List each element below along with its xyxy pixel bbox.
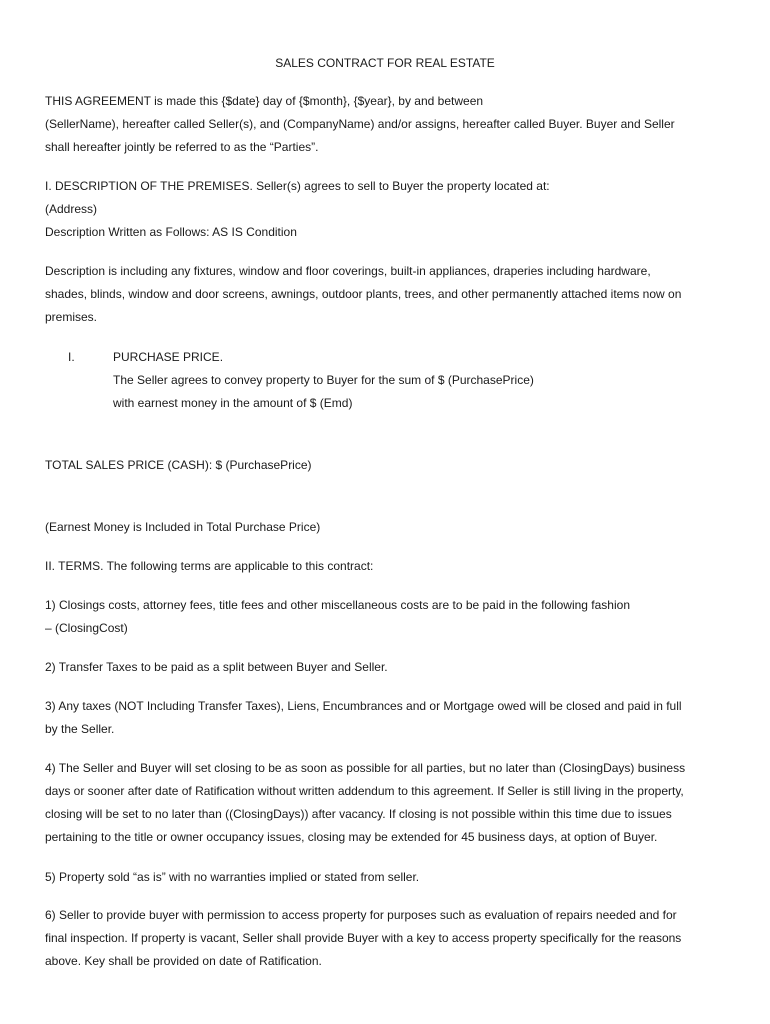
- document-title: SALES CONTRACT FOR REAL ESTATE: [275, 56, 495, 70]
- total-sales-price: TOTAL SALES PRICE (CASH): $ (PurchasePrice): [45, 458, 312, 472]
- purchase-price-body: [113, 346, 534, 415]
- term-line: 5) Property sold “as is” with no warranties implied or stated from seller.: [45, 870, 420, 884]
- term-line: final inspection. If property is vacant, Seller shall provide Buyer with a key to access property specifically for the reasons: [45, 931, 682, 945]
- term-line: by the Seller.: [45, 722, 115, 736]
- premises-heading: I. DESCRIPTION OF THE PREMISES. Seller(s) agrees to sell to Buyer the property located at:: [45, 179, 550, 193]
- purchase-price-section: [45, 346, 735, 416]
- premises-condition: Description Written as Follows: AS IS Condition: [45, 225, 297, 239]
- term-line: 2) Transfer Taxes to be paid as a split between Buyer and Seller.: [45, 660, 388, 674]
- purchase-heading: PURCHASE PRICE.: [113, 350, 224, 364]
- description-line: shades, blinds, window and door screens, awnings, outdoor plants, trees, and other permanently attached items now on: [45, 287, 682, 301]
- intro-paragraph: [45, 90, 735, 159]
- term-3: [45, 695, 735, 741]
- term-line: 6) Seller to provide buyer with permission to access property for purposes such as evaluation of repairs needed and for: [45, 908, 677, 922]
- earnest-note-line: [45, 516, 735, 539]
- term-line: 1) Closings costs, attorney fees, title fees and other miscellaneous costs are to be paid in the following fashion: [45, 598, 630, 612]
- term-line: days or sooner after date of Ratification without written addendum to this agreement. If Seller is still living in the property,: [45, 784, 684, 798]
- term-line: – (ClosingCost): [45, 621, 128, 635]
- term-line: above. Key shall be provided on date of Ratification.: [45, 954, 322, 968]
- premises-section: [45, 175, 735, 244]
- total-price-line: [45, 454, 735, 477]
- description-line: premises.: [45, 310, 98, 324]
- premises-address: (Address): [45, 202, 98, 216]
- list-numeral: I.: [68, 350, 75, 364]
- term-2: [45, 656, 735, 679]
- description-line: Description is including any fixtures, window and floor coverings, built-in appliances, draperies including hardware,: [45, 264, 651, 278]
- terms-heading: II. TERMS. The following terms are applicable to this contract:: [45, 559, 374, 573]
- term-line: 3) Any taxes (NOT Including Transfer Taxes), Liens, Encumbrances and or Mortgage owed will be closed and paid in full: [45, 699, 682, 713]
- purchase-line: with earnest money in the amount of $ (Emd): [113, 396, 353, 410]
- term-5: [45, 866, 735, 889]
- terms-heading-line: [45, 555, 735, 578]
- term-line: 4) The Seller and Buyer will set closing to be as soon as possible for all parties, but no later than (ClosingDays) business: [45, 761, 686, 775]
- earnest-money-note: (Earnest Money is Included in Total Purchase Price): [45, 520, 321, 534]
- term-line: pertaining to the title or owner occupancy issues, closing may be extended for 45 business days, at option of Buyer.: [45, 830, 658, 844]
- intro-line: shall hereafter jointly be referred to as the “Parties”.: [45, 140, 319, 154]
- term-1: [45, 594, 735, 640]
- term-line: closing will be set to no later than ((ClosingDays)) after vacancy. If closing is not possible within this time due to issues: [45, 807, 672, 821]
- term-4: [45, 757, 735, 849]
- purchase-line: The Seller agrees to convey property to Buyer for the sum of $ (PurchasePrice): [113, 373, 534, 387]
- term-6: [45, 904, 735, 973]
- intro-line: THIS AGREEMENT is made this {$date} day of {$month}, {$year}, by and between: [45, 94, 484, 108]
- intro-line: (SellerName), hereafter called Seller(s), and (CompanyName) and/or assigns, hereafter called Buyer. Buyer and Seller: [45, 117, 675, 131]
- description-paragraph: [45, 260, 735, 329]
